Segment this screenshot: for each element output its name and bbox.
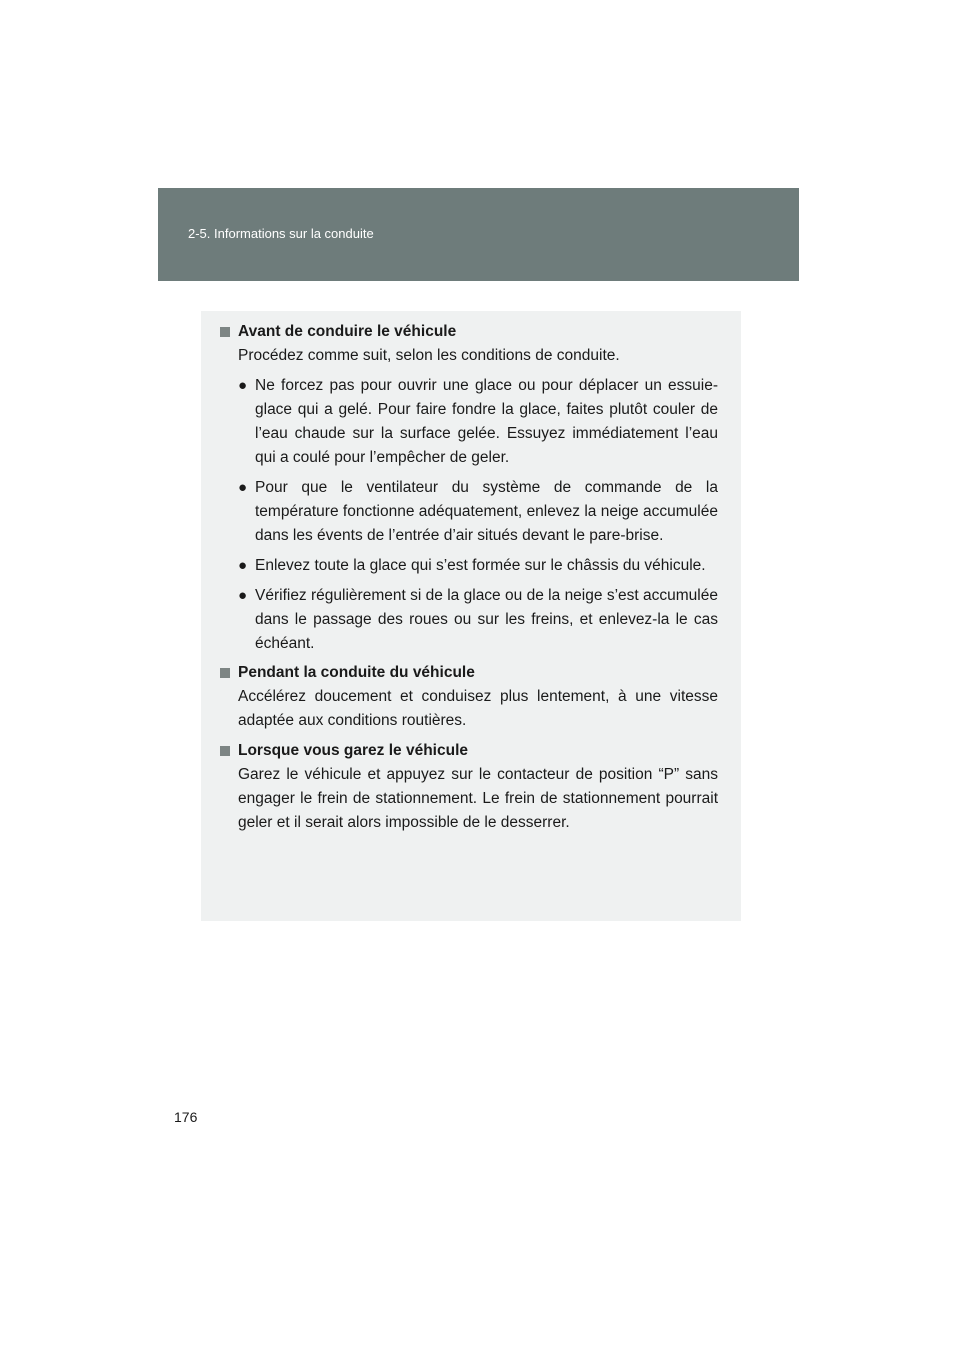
section-heading-text: Avant de conduire le véhicule [238, 323, 457, 340]
round-bullet-icon: ● [238, 557, 248, 574]
page-number: 176 [174, 1109, 198, 1125]
square-bullet-icon [220, 668, 230, 678]
section-while-driving [220, 662, 718, 733]
section-before-driving [220, 321, 718, 656]
round-bullet-icon: ● [238, 479, 248, 496]
chapter-header-band [158, 188, 799, 281]
section-heading [220, 662, 718, 684]
list-item-text: Pour que le ventilateur du système de commande de la température fonctionne adéquatement, enlevez la neige accumulée dans les évents de l’entrée d’air situés devant le pare-brise. [255, 479, 718, 544]
list-item [238, 584, 718, 656]
square-bullet-icon [220, 327, 230, 337]
section-intro: Procédez comme suit, selon les conditions de conduite. [238, 347, 620, 364]
round-bullet-icon: ● [238, 377, 248, 394]
list-item [238, 554, 718, 578]
section-heading-text: Pendant la conduite du véhicule [238, 664, 475, 681]
section-paragraph: Accélérez doucement et conduisez plus lentement, à une vitesse adaptée aux conditions routières. [238, 688, 718, 729]
list-item-text: Ne forcez pas pour ouvrir une glace ou pour déplacer un essuie-glace qui a gelé. Pour faire fondre la glace, faites plutôt couler de l’eau chaude sur la surface gelée. Essuyez immédiatement l’eau qui a coulé pour l’empêcher de geler. [255, 377, 718, 466]
chapter-title: 2-5. Informations sur la conduite [188, 226, 374, 241]
square-bullet-icon [220, 746, 230, 756]
section-paragraph: Garez le véhicule et appuyez sur le contacteur de position “P” sans engager le frein de stationnement. Le frein de stationnement pourrait geler et il serait alors impossible de le desserrer. [238, 766, 718, 831]
list-item-text: Vérifiez régulièrement si de la glace ou de la neige s’est accumulée dans le passage des roues ou sur les freins, et enlevez-la le cas échéant. [255, 587, 718, 652]
section-heading [220, 321, 718, 343]
list-item-text: Enlevez toute la glace qui s’est formée sur le châssis du véhicule. [255, 557, 706, 574]
section-heading [220, 740, 718, 762]
section-parking [220, 740, 718, 835]
list-item [238, 476, 718, 548]
list-item [238, 374, 718, 470]
info-box [201, 311, 741, 921]
section-heading-text: Lorsque vous garez le véhicule [238, 742, 468, 759]
section-content [220, 344, 718, 656]
round-bullet-icon: ● [238, 587, 248, 604]
